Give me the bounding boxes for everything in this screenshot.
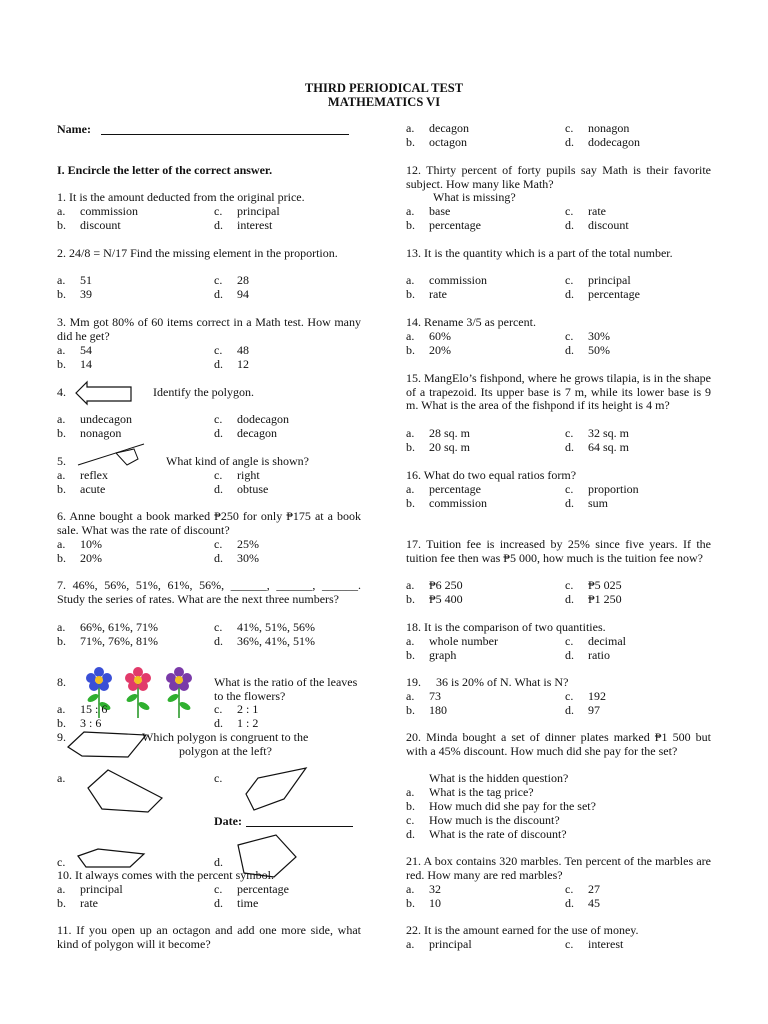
q6-option-a[interactable]: a. 10% bbox=[57, 537, 102, 551]
q21-option-c[interactable]: c. 27 bbox=[565, 882, 600, 896]
q14-option-b[interactable]: b. 20% bbox=[406, 343, 451, 357]
q2-option-c[interactable]: c. 28 bbox=[214, 273, 249, 287]
q8-number: 8. bbox=[57, 675, 66, 689]
q9-option-a-polygon[interactable] bbox=[86, 768, 166, 814]
q11-option-d[interactable]: d. dodecagon bbox=[565, 135, 640, 149]
q11-option-b[interactable]: b. octagon bbox=[406, 135, 467, 149]
q16-option-d[interactable]: d. sum bbox=[565, 496, 609, 510]
q2-option-d[interactable]: d. 94 bbox=[214, 287, 249, 301]
q20-option-a[interactable]: a. What is the tag price? bbox=[406, 785, 534, 799]
q5-option-d[interactable]: d. obtuse bbox=[214, 482, 269, 496]
q15-option-d[interactable]: d. 64 sq. m bbox=[565, 440, 630, 454]
q7-option-c[interactable]: c. 41%, 51%, 56% bbox=[214, 620, 315, 634]
q9-option-d-label[interactable]: d. bbox=[214, 855, 223, 869]
q20-option-d[interactable]: d. What is the rate of discount? bbox=[406, 827, 567, 841]
q9-number: 9. bbox=[57, 730, 66, 744]
q16-option-a[interactable]: a. percentage bbox=[406, 482, 481, 496]
q2-option-a[interactable]: a. 51 bbox=[57, 273, 92, 287]
q1-option-a[interactable]: a. commission bbox=[57, 204, 139, 218]
q21-option-a[interactable]: a. 32 bbox=[406, 882, 441, 896]
question-22: 22. It is the amount earned for the use of money. bbox=[406, 923, 639, 937]
q12-option-c[interactable]: c. rate bbox=[565, 204, 606, 218]
q5-option-c[interactable]: c. right bbox=[214, 468, 260, 482]
name-blank[interactable] bbox=[101, 134, 349, 135]
q19-option-d[interactable]: d. 97 bbox=[565, 703, 600, 717]
q17-option-b[interactable]: b. ₱5 400 bbox=[406, 592, 463, 606]
q9-option-c-polygon[interactable] bbox=[244, 766, 310, 812]
q13-option-b[interactable]: b. rate bbox=[406, 287, 447, 301]
q15-option-c[interactable]: c. 32 sq. m bbox=[565, 426, 630, 440]
q4-option-c[interactable]: c. dodecagon bbox=[214, 412, 289, 426]
q15-option-b[interactable]: b. 20 sq. m bbox=[406, 440, 471, 454]
q5-option-a[interactable]: a. reflex bbox=[57, 468, 108, 482]
q3-option-a[interactable]: a. 54 bbox=[57, 343, 92, 357]
q3-option-b[interactable]: b. 14 bbox=[57, 357, 92, 371]
q6-option-b[interactable]: b. 20% bbox=[57, 551, 102, 565]
q12-subquestion: What is missing? bbox=[433, 190, 516, 204]
question-19: 36 is 20% of N. What is N? bbox=[436, 675, 569, 689]
q8-option-c[interactable]: c. 2 : 1 bbox=[214, 702, 259, 716]
q17-option-d[interactable]: d. ₱1 250 bbox=[565, 592, 622, 606]
q9-option-a-label[interactable]: a. bbox=[57, 771, 66, 785]
arrow-polygon-icon bbox=[75, 379, 133, 407]
q11-option-a[interactable]: a. decagon bbox=[406, 121, 469, 135]
q19-option-c[interactable]: c. 192 bbox=[565, 689, 606, 703]
q8-option-a[interactable]: a. 15 : 6 bbox=[57, 702, 108, 716]
q5-option-b[interactable]: b. acute bbox=[57, 482, 106, 496]
q7-option-d[interactable]: d. 36%, 41%, 51% bbox=[214, 634, 315, 648]
q10-option-d[interactable]: d. time bbox=[214, 896, 259, 910]
question-3: 3. Mm got 80% of 60 items correct in a Math test. How many did he get? bbox=[57, 315, 361, 343]
question-17: 17. Tuition fee is increased by 25% since five years. If the tuition fee then was ₱5 000, how much is the tuition fee now? bbox=[406, 537, 711, 565]
q4-option-d[interactable]: d. decagon bbox=[214, 426, 277, 440]
q13-option-d[interactable]: d. percentage bbox=[565, 287, 640, 301]
q4-number: 4. bbox=[57, 385, 66, 399]
date-blank[interactable] bbox=[246, 826, 353, 827]
q14-option-a[interactable]: a. 60% bbox=[406, 329, 451, 343]
q9-option-c2-label[interactable]: c. bbox=[57, 855, 66, 869]
q8-option-b[interactable]: b. 3 : 6 bbox=[57, 716, 102, 730]
q7-option-a[interactable]: a. 66%, 61%, 71% bbox=[57, 620, 158, 634]
q12-option-b[interactable]: b. percentage bbox=[406, 218, 481, 232]
q19-number: 19. bbox=[406, 675, 421, 689]
reference-polygon-shape bbox=[66, 729, 150, 759]
q21-option-b[interactable]: b. 10 bbox=[406, 896, 441, 910]
section-heading: I. Encircle the letter of the correct answer. bbox=[57, 163, 273, 177]
q18-option-d[interactable]: d. ratio bbox=[565, 648, 610, 662]
question-9-line1: Which polygon is congruent to the bbox=[142, 730, 309, 744]
q4-option-a[interactable]: a. undecagon bbox=[57, 412, 132, 426]
q18-option-b[interactable]: b. graph bbox=[406, 648, 457, 662]
question-21: 21. A box contains 320 marbles. Ten percent of the marbles are red. How many are red marbles? bbox=[406, 854, 711, 882]
q15-option-a[interactable]: a. 28 sq. m bbox=[406, 426, 471, 440]
question-8: What is the ratio of the leaves to the flowers? bbox=[214, 675, 358, 703]
question-11: 11. If you open up an octagon and add one more side, what kind of polygon will it become? bbox=[57, 923, 361, 951]
q17-option-c[interactable]: c. ₱5 025 bbox=[565, 578, 622, 592]
q4-option-b[interactable]: b. nonagon bbox=[57, 426, 122, 440]
question-16: 16. What do two equal ratios form? bbox=[406, 468, 577, 482]
q2-option-b[interactable]: b. 39 bbox=[57, 287, 92, 301]
question-2: 2. 24/8 = N/17 Find the missing element in the proportion. bbox=[57, 246, 338, 260]
q3-option-c[interactable]: c. 48 bbox=[214, 343, 249, 357]
q12-option-a[interactable]: a. base bbox=[406, 204, 451, 218]
question-18: 18. It is the comparison of two quantities. bbox=[406, 620, 606, 634]
q6-option-c[interactable]: c. 25% bbox=[214, 537, 259, 551]
q18-option-c[interactable]: c. decimal bbox=[565, 634, 626, 648]
q22-option-a[interactable]: a. principal bbox=[406, 937, 472, 951]
q1-option-b[interactable]: b. discount bbox=[57, 218, 121, 232]
question-6: 6. Anne bought a book marked ₱250 for only ₱175 at a book sale. What was the rate of discount? bbox=[57, 509, 361, 537]
q9-option-c2-polygon[interactable] bbox=[76, 846, 148, 870]
q21-option-d[interactable]: d. 45 bbox=[565, 896, 600, 910]
q17-option-a[interactable]: a. ₱6 250 bbox=[406, 578, 463, 592]
question-20: 20. Minda bought a set of dinner plates marked ₱1 500 but with a 45% discount. How much did she pay for the set? bbox=[406, 730, 711, 758]
question-14: 14. Rename 3/5 as percent. bbox=[406, 315, 536, 329]
test-title: THIRD PERIODICAL TEST bbox=[304, 81, 464, 95]
q12-option-d[interactable]: d. discount bbox=[565, 218, 629, 232]
q16-option-b[interactable]: b. commission bbox=[406, 496, 488, 510]
q20-option-c[interactable]: c. How much is the discount? bbox=[406, 813, 560, 827]
q14-option-d[interactable]: d. 50% bbox=[565, 343, 610, 357]
q20-option-b[interactable]: b. How much did she pay for the set? bbox=[406, 799, 596, 813]
question-5: What kind of angle is shown? bbox=[166, 454, 309, 468]
q10-option-b[interactable]: b. rate bbox=[57, 896, 98, 910]
question-12: 12. Thirty percent of forty pupils say Math is their favorite subject. How many like Math? bbox=[406, 163, 711, 191]
q7-option-b[interactable]: b. 71%, 76%, 81% bbox=[57, 634, 158, 648]
question-1: 1. It is the amount deducted from the original price. bbox=[57, 190, 305, 204]
q18-option-a[interactable]: a. whole number bbox=[406, 634, 498, 648]
test-subject: MATHEMATICS VI bbox=[327, 95, 441, 109]
q20-subquestion: What is the hidden question? bbox=[429, 771, 569, 785]
question-4: Identify the polygon. bbox=[153, 385, 254, 399]
q5-number: 5. bbox=[57, 454, 66, 468]
q22-option-c[interactable]: c. interest bbox=[565, 937, 624, 951]
date-label: Date: bbox=[214, 814, 242, 828]
q14-option-c[interactable]: c. 30% bbox=[565, 329, 610, 343]
question-7: 7. 46%, 56%, 51%, 61%, 56%, ______, ______, ______. Study the series of rates. What are the next three numbers? bbox=[57, 578, 361, 606]
q19-option-a[interactable]: a. 73 bbox=[406, 689, 441, 703]
q10-option-a[interactable]: a. principal bbox=[57, 882, 123, 896]
q19-option-b[interactable]: b. 180 bbox=[406, 703, 447, 717]
q9-option-c-label[interactable]: c. bbox=[214, 771, 223, 785]
q1-option-c[interactable]: c. principal bbox=[214, 204, 280, 218]
q8-option-d[interactable]: d. 1 : 2 bbox=[214, 716, 259, 730]
question-13: 13. It is the quantity which is a part of the total number. bbox=[406, 246, 673, 260]
name-label: Name: bbox=[57, 122, 91, 136]
question-9-line2: polygon at the left? bbox=[179, 744, 272, 758]
angle-diagram-icon bbox=[72, 441, 152, 469]
q11-option-c[interactable]: c. nonagon bbox=[565, 121, 630, 135]
q6-option-d[interactable]: d. 30% bbox=[214, 551, 259, 565]
q13-option-c[interactable]: c. principal bbox=[565, 273, 631, 287]
q10-option-c[interactable]: c. percentage bbox=[214, 882, 289, 896]
q3-option-d[interactable]: d. 12 bbox=[214, 357, 249, 371]
q16-option-c[interactable]: c. proportion bbox=[565, 482, 639, 496]
question-10: 10. It always comes with the percent symbol. bbox=[57, 868, 274, 882]
q13-option-a[interactable]: a. commission bbox=[406, 273, 488, 287]
question-15: 15. MangElo’s fishpond, where he grows tilapia, is in the shape of a trapezoid. Its upper base is 7 m, while its lower base is 9 m. What is the area of the fishpond if its height is 4 m? bbox=[406, 371, 711, 413]
q1-option-d[interactable]: d. interest bbox=[214, 218, 273, 232]
